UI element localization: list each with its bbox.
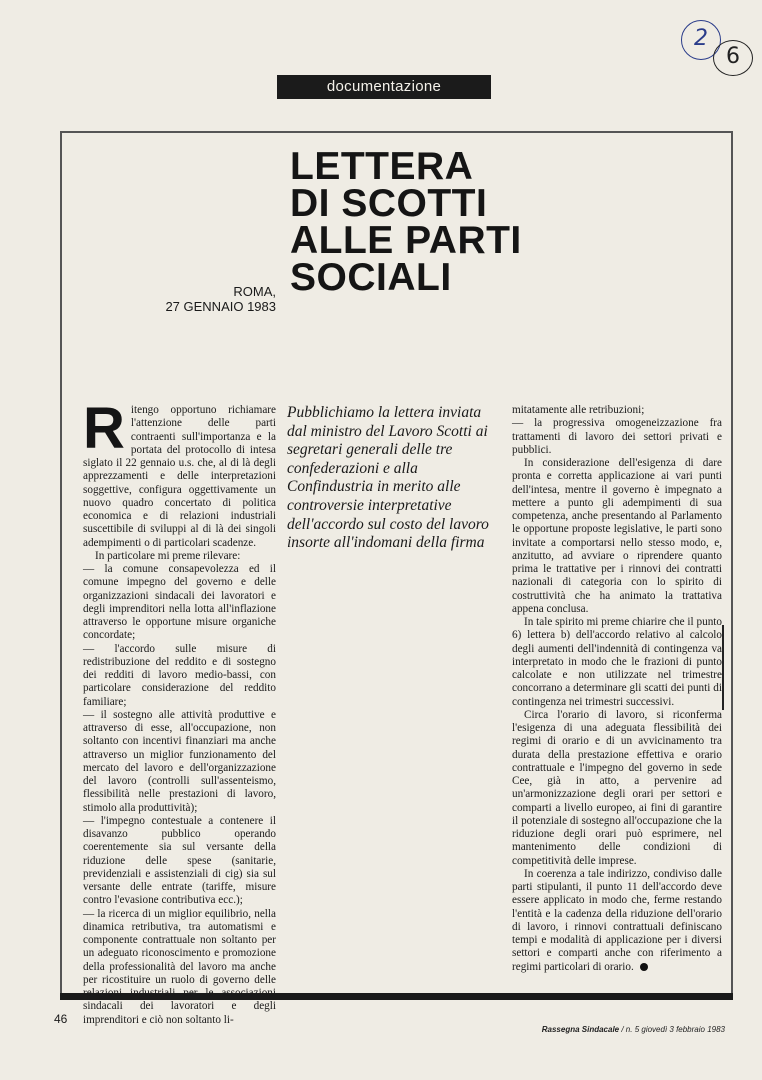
footer — [500, 1025, 725, 1034]
title-line: DI SCOTTI — [290, 182, 488, 225]
frame-left-rule — [60, 131, 62, 995]
paragraph — [83, 396, 276, 550]
paragraph: — la progressiva omogeneizzazione fra trattamenti di lavoro dei settori privati e pubblici. — [512, 417, 722, 456]
paragraph: — l'accordo sulle misure di redistribuzione del reddito e di sostegno dei redditi di lavoro medio-bassi, con particolare considerazione del reddito familiare; — [83, 642, 276, 708]
page-number: 46 — [54, 1012, 68, 1026]
handwritten-number-annotation: 6 — [713, 40, 753, 76]
column-3 — [512, 404, 722, 974]
dateline — [120, 284, 276, 314]
paragraph-text: In coerenza a tale indirizzo, condiviso dalle parti stipulanti, il punto 11 dell'accordo deve essere applicato in modo che, ferme restando l'entità e la cadenza della riduzione dell'orario di lavoro, i rinnovi contrattuali definiscano tempi e modalità di applicazione per i diversi settori e comparti anche con riferimento a regimi particolari di orario. — [512, 867, 722, 973]
issue-info: / n. 5 giovedì 3 febbraio 1983 — [621, 1025, 725, 1034]
publication-name: Rassegna Sindacale — [541, 1025, 620, 1034]
title-line: SOCIALI — [290, 256, 452, 299]
margin-mark — [722, 625, 724, 710]
frame-top-rule — [60, 131, 733, 133]
paragraph: In considerazione dell'esigenza di dare pronta e corretta applicazione ai vari punti dell'intesa, mentre il governo è impegnato a mettere a punto gli adempimenti di sua competenza, anche presentando al Parlamento le opportune proposte legislative, le parti sono invitate a comportarsi nello stesso modo, e, anzitutto, ad avviare o riprendere quanto prima le trattative per i rinnovi dei contratti nazionali di categoria con lo spirito di costruttività che ha animato la trattativa appena conclusa. — [512, 457, 722, 615]
section-banner: documentazione — [277, 75, 491, 99]
column-1 — [83, 396, 276, 1027]
intro-blurb: Pubblichiamo la lettera inviata dal ministro del Lavoro Scotti ai segretari generali delle tre confederazioni e alla Confindustria in merito alle controversie interpretative dell'accordo sul costo del lavoro insorte all'indomani della firma — [287, 404, 489, 552]
end-mark-icon — [640, 963, 648, 971]
paragraph: — il sostegno alle attività produttive e attraverso di esse, all'occupazione, non soltanto con incentivi finanziari ma anche attraverso un miglior funzionamento del mercato del lavoro e dell'organizzazione del lavoro (controlli sull'assenteismo, flessibilità nelle prestazioni di lavoro, stimolo alla produttività); — [83, 708, 276, 814]
title-line: LETTERA — [290, 145, 474, 188]
drop-cap: R — [83, 396, 125, 461]
paragraph: Circa l'orario di lavoro, si riconferma l'esigenza di una adeguata flessibilità dei regimi di orario e di un avvicinamento tra durata della prestazione effettiva e orario contrattuale e l'impegno del governo in sede Cee, già in atto, a pervenire ad un'armonizzazione degli orari per settori e comparti a livello europeo, ai fini di garantire il potenziale di sostegno all'occupazione che la riduzione degli orari può esprimere, nel mantenimento delle condizioni di competitività delle imprese. — [512, 708, 722, 867]
circled-number-annotation: 2 — [681, 20, 721, 60]
place-text: ROMA, — [233, 284, 276, 299]
paragraph: In particolare mi preme rilevare: — [95, 549, 241, 562]
paragraph-text: itengo opportuno richiamare l'attenzione delle parti contraenti sull'importanza e la portata del protocollo di intesa siglato il 22 gennaio u.s. che, al di là degli apprezzamenti e delle interpretazioni soggettive, configura oggettivamente un nuovo quadro concertato di politica economica e di relazioni industriali suscettibile di sviluppi al di là dei singoli adempimenti o di particolari scadenze. — [83, 404, 276, 549]
date-text: 27 GENNAIO 1983 — [165, 299, 276, 314]
article-title — [290, 145, 590, 299]
paragraph — [512, 868, 722, 974]
paragraph: — la comune consapevolezza ed il comune impegno del governo e delle organizzazioni sindacali dei lavoratori e degli imprenditori nella lotta all'inflazione attraverso le opportune misure organiche concordate; — [83, 563, 276, 642]
title-line: ALLE PARTI — [290, 219, 522, 262]
paragraph: — la ricerca di un miglior equilibrio, nella dinamica retributiva, tra automatismi e componente contrattuale non soltanto per un adeguato riconoscimento e promozione della professionalità del lavoro ma anche per ricostituire un ruolo di governo delle relazioni industriali per le associazioni sindacali dei lavoratori e degli imprenditori e ciò non soltanto li- — [83, 907, 276, 1026]
paragraph: In tale spirito mi preme chiarire che il punto 6) lettera b) dell'accordo relativo al calcolo degli aumenti dell'indennità di contingenza va interpretato in modo che le frazioni di punto calcolate e non utilizzate nel trimestre concorrano a determinare gli scatti dei punti di contingenza nei trimestri successivi. — [512, 616, 722, 708]
paragraph: — l'impegno contestuale a contenere il disavanzo pubblico operando coerentemente sia sul versante della riduzione delle spese (sanitarie, previdenziali e assistenziali di cig) sia sul versante delle entrate (tariffe, misure contro l'evasione contributiva ecc.); — [83, 814, 276, 907]
frame-right-rule — [731, 131, 733, 995]
paragraph: mitatamente alle retribuzioni; — [512, 404, 645, 416]
